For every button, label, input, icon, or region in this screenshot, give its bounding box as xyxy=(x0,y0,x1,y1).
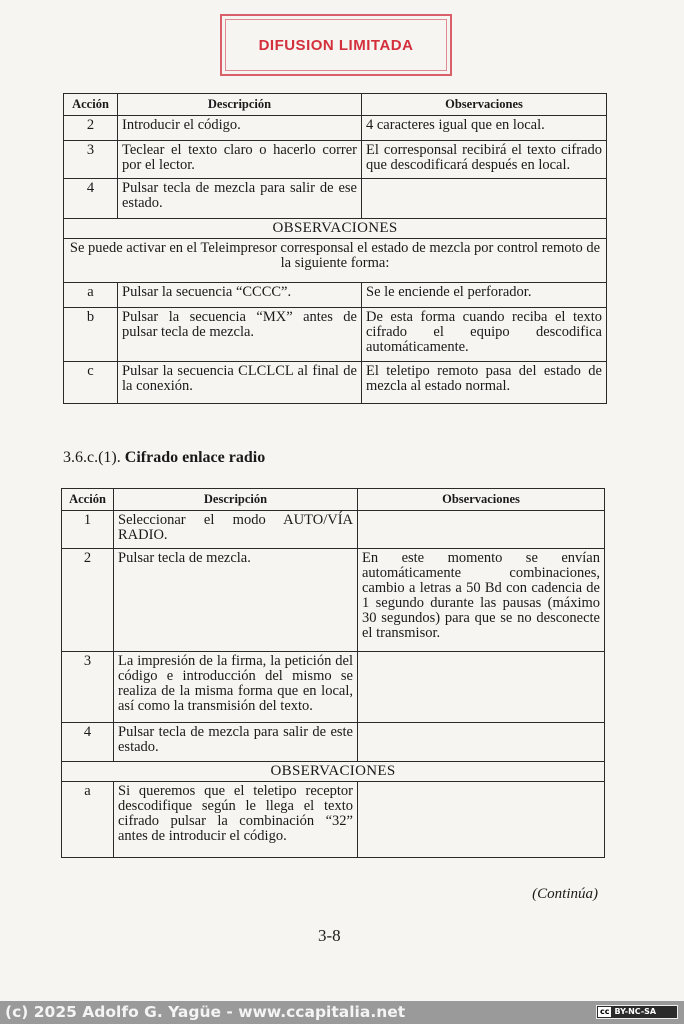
table-row xyxy=(64,362,607,404)
note-observations: El teletipo remoto pasa del estado de mezcla al estado normal. xyxy=(362,362,607,404)
note-description: Pulsar la secuencia “MX” antes de pulsar tecla de mezcla. xyxy=(118,308,362,362)
stamp-text: DIFUSION LIMITADA xyxy=(258,36,414,54)
table-row xyxy=(62,652,605,723)
note-observations xyxy=(358,782,605,858)
observations-title: OBSERVACIONES xyxy=(64,219,607,239)
note-action: a xyxy=(64,283,118,308)
row-description: Introducir el código. xyxy=(118,116,362,141)
note-description: Pulsar la secuencia “CCCC”. xyxy=(118,283,362,308)
table-row xyxy=(62,723,605,762)
note-description: Pulsar la secuencia CLCLCL al final de la conexión. xyxy=(118,362,362,404)
header-action: Acción xyxy=(62,489,114,511)
table-header-row xyxy=(64,94,607,116)
row-observations: 4 caracteres igual que en local. xyxy=(362,116,607,141)
observations-text-row xyxy=(64,239,607,283)
row-observations xyxy=(358,723,605,762)
table-row xyxy=(64,116,607,141)
difusion-limitada-stamp xyxy=(220,14,452,76)
row-observations xyxy=(362,179,607,219)
row-description: Pulsar tecla de mezcla para salir de este estado. xyxy=(114,723,358,762)
header-action: Acción xyxy=(64,94,118,116)
table-row xyxy=(62,782,605,858)
header-description: Descripción xyxy=(118,94,362,116)
note-observations: De esta forma cuando reciba el texto cifrado el equipo descodifica automáticamente. xyxy=(362,308,607,362)
table-row xyxy=(64,179,607,219)
note-action: b xyxy=(64,308,118,362)
row-description: Pulsar tecla de mezcla. xyxy=(114,549,358,652)
cc-license-badge[interactable] xyxy=(596,1005,678,1019)
row-action: 4 xyxy=(64,179,118,219)
row-observations: El corresponsal recibirá el texto cifrado que descodificará después en local. xyxy=(362,141,607,179)
header-observations: Observaciones xyxy=(358,489,605,511)
observations-text: Se puede activar en el Teleimpresor corresponsal el estado de mezcla por control remoto de la siguiente forma: xyxy=(64,239,607,283)
row-description: Teclear el texto claro o hacerlo correr por el lector. xyxy=(118,141,362,179)
table-row xyxy=(62,549,605,652)
note-description: Si queremos que el teletipo receptor descodifique según le llega el texto cifrado pulsar la combinación “32” antes de introducir el código. xyxy=(114,782,358,858)
header-observations: Observaciones xyxy=(362,94,607,116)
row-action: 3 xyxy=(62,652,114,723)
table-row xyxy=(62,511,605,549)
section-title: Cifrado enlace radio xyxy=(124,449,266,466)
procedure-table-1 xyxy=(63,93,607,404)
note-action: c xyxy=(64,362,118,404)
table-header-row xyxy=(62,489,605,511)
cc-icon: cc xyxy=(600,1007,610,1016)
table-row xyxy=(64,308,607,362)
copyright-text: (c) 2025 Adolfo G. Yagüe - www.ccapitalia.net xyxy=(5,1003,406,1021)
row-observations: En este momento se envían automáticamente combinaciones, cambio a letras a 50 Bd con cadencia de 1 segundo durante las pausas (máximo 30 segundos) para que se no desconecte el transmisor. xyxy=(358,549,605,652)
section-number: 3.6.c.(1). xyxy=(63,449,121,466)
row-description: Seleccionar el modo AUTO/VÍA RADIO. xyxy=(114,511,358,549)
observations-title: OBSERVACIONES xyxy=(62,762,605,782)
row-action: 2 xyxy=(64,116,118,141)
row-description: La impresión de la firma, la petición del código e introducción del mismo se realiza de la misma forma que en local, así como la transmisión del texto. xyxy=(114,652,358,723)
observations-title-row xyxy=(62,762,605,782)
observations-title-row xyxy=(64,219,607,239)
row-action: 1 xyxy=(62,511,114,549)
table-row xyxy=(64,283,607,308)
section-heading xyxy=(63,449,265,467)
note-action: a xyxy=(62,782,114,858)
continued-label: (Continúa) xyxy=(532,886,598,902)
row-description: Pulsar tecla de mezcla para salir de ese estado. xyxy=(118,179,362,219)
row-action: 3 xyxy=(64,141,118,179)
row-observations xyxy=(358,511,605,549)
copyright-footer xyxy=(0,1001,684,1024)
page-number: 3-8 xyxy=(318,926,341,945)
row-action: 4 xyxy=(62,723,114,762)
header-description: Descripción xyxy=(114,489,358,511)
license-label: BY-NC-SA xyxy=(614,1007,657,1016)
procedure-table-2 xyxy=(61,488,605,858)
row-action: 2 xyxy=(62,549,114,652)
table-row xyxy=(64,141,607,179)
note-observations: Se le enciende el perforador. xyxy=(362,283,607,308)
row-observations xyxy=(358,652,605,723)
